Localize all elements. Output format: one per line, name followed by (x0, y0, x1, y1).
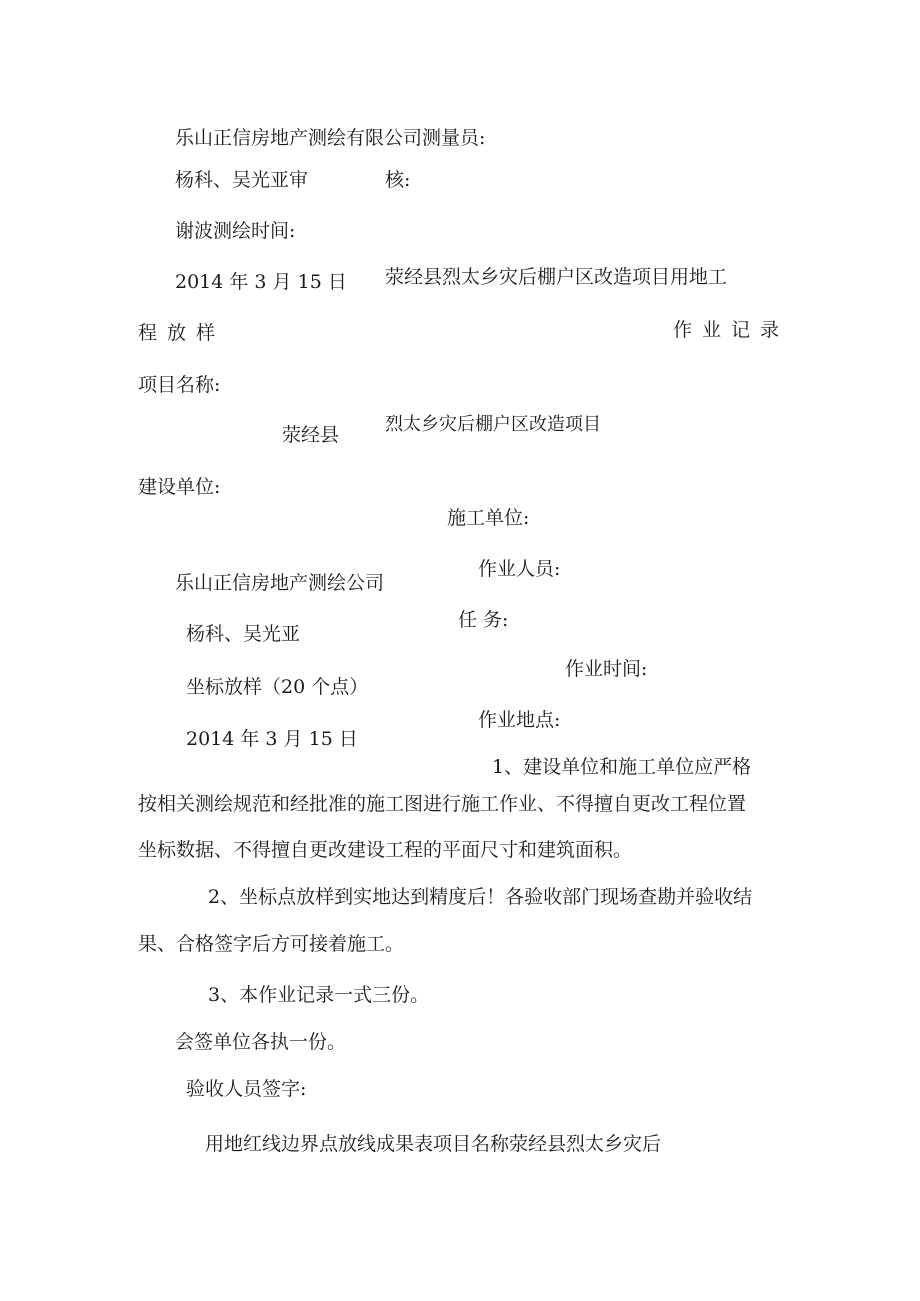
workers-value: 杨科、吴光亚 (186, 623, 301, 645)
note3-line1: 3、本作业记录一式三份。 (208, 984, 430, 1006)
contractor-value: 乐山正信房地产测绘公司 (175, 572, 385, 594)
date-line: 2014 年 3 月 15 日 (175, 271, 347, 293)
note2-line2: 果、合格签字后方可接着施工。 (138, 933, 405, 955)
project-name-label: 项目名称: (138, 374, 221, 396)
contractor-label: 施工单位: (447, 507, 530, 529)
workers-label: 作业人员: (478, 558, 561, 580)
note3-line2: 会签单位各执一份。 (175, 1031, 347, 1053)
project-title-line: 荥经县烈太乡灾后棚户区改造项目用地工 (385, 266, 728, 288)
work-location-label: 作业地点: (478, 709, 561, 731)
work-time-label: 作业时间: (565, 658, 648, 680)
surveyor-line: 乐山正信房地产测绘有限公司测量员: (175, 127, 486, 149)
task-label: 任 务: (458, 609, 509, 631)
note1-line3: 坐标数据、不得擅自更改建设工程的平面尺寸和建筑面积。 (138, 839, 633, 861)
acceptance-signature-label: 验收人员签字: (186, 1078, 307, 1100)
title-work-record: 作业记录 (673, 319, 790, 341)
reviewer-line: 杨科、吴光亚审 (175, 169, 309, 191)
survey-time-line: 谢波测绘时间: (175, 220, 296, 242)
project-name-value: 烈太乡灾后棚户区改造项目 (385, 414, 601, 435)
work-date-value: 2014 年 3 月 15 日 (186, 728, 358, 750)
county-name: 荥经县 (282, 424, 340, 446)
review-label: 核: (385, 169, 411, 191)
task-value: 坐标放样（20 个点） (186, 676, 369, 698)
clipped-note-line (492, 756, 792, 778)
builder-label: 建设单位: (138, 476, 221, 498)
note2-line1: 2、坐标点放样到实地达到精度后！各验收部门现场查勘并验收结 (208, 886, 753, 908)
title-stakeout: 程放样 (138, 322, 226, 344)
results-table-title: 用地红线边界点放线成果表项目名称荥经县烈太乡灾后 (205, 1133, 662, 1155)
note1-line2: 按相关测绘规范和经批准的施工图进行施工作业、不得擅自更改工程位置 (138, 793, 747, 815)
clipped-note-text: 1、建设单位和施工单位应严格 (492, 756, 752, 778)
